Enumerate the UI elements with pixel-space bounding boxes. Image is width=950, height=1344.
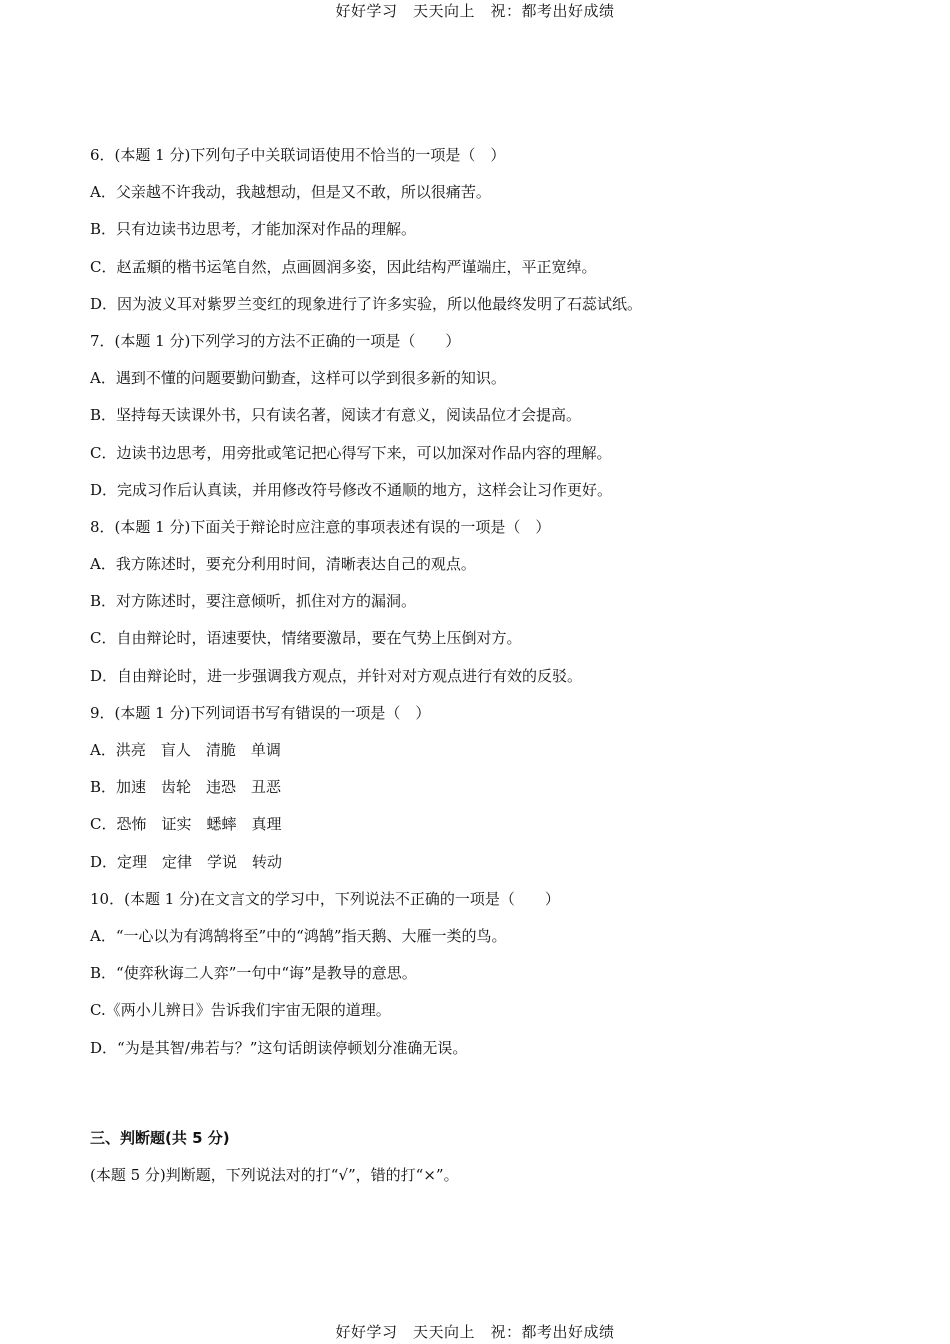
question-8	[90, 516, 890, 687]
option-d: D．因为波义耳对紫罗兰变红的现象进行了许多实验，所以他最终发明了石蕊试纸。	[90, 294, 643, 313]
questions-list	[90, 144, 890, 1074]
option-c: C．赵孟頫的楷书运笔自然，点画圆润多姿，因此结构严谨端庄，平正宽绰。	[90, 257, 597, 276]
question-10	[90, 888, 890, 1059]
option-b: B．坚持每天读课外书，只有读名著，阅读才有意义，阅读品位才会提高。	[90, 406, 582, 425]
option-c: C．边读书边思考，用旁批或笔记把心得写下来，可以加深对作品内容的理解。	[90, 443, 612, 462]
option-d: D．“为是其智/弗若与？”这句话朗读停顿划分准确无误。	[90, 1038, 468, 1057]
option-d: D．定理 定律 学说 转动	[90, 852, 283, 871]
option-c: C.《两小儿辨日》告诉我们宇宙无限的道理。	[90, 1001, 391, 1020]
option-d: D．完成习作后认真读，并用修改符号修改不通顺的地方，这样会让习作更好。	[90, 480, 613, 499]
option-a: A．父亲越不许我动，我越想动，但是又不敢，所以很痛苦。	[90, 183, 491, 202]
page-footer: 好好学习 天天向上 祝：都考出好成绩	[335, 1323, 615, 1341]
option-b: B．对方陈述时，要注意倾听，抓住对方的漏洞。	[90, 592, 417, 611]
question-7	[90, 330, 890, 501]
section-title-judgement: 三、判断题(共 5 分)	[90, 1129, 230, 1147]
question-stem: 9．(本题 1 分)下列词语书写有错误的一项是（ ）	[90, 703, 431, 722]
option-a: A．洪亮 盲人 清脆 单调	[90, 741, 281, 759]
option-b: B．加速 齿轮 违恐 丑恶	[90, 778, 282, 797]
option-a: A．我方陈述时，要充分利用时间，清晰表达自己的观点。	[90, 555, 476, 574]
option-c: C．自由辩论时，语速要快，情绪要激昂，要在气势上压倒对方。	[90, 629, 522, 648]
option-d: D．自由辩论时，进一步强调我方观点，并针对对方观点进行有效的反驳。	[90, 666, 583, 685]
option-b: B．只有边读书边思考，才能加深对作品的理解。	[90, 220, 417, 239]
option-c: C．恐怖 证实 蟋蟀 真理	[90, 815, 282, 834]
question-6	[90, 144, 890, 315]
question-stem: 7．(本题 1 分)下列学习的方法不正确的一项是（ ）	[90, 331, 461, 350]
question-stem: 10．(本题 1 分)在文言文的学习中，下列说法不正确的一项是（ ）	[90, 889, 560, 908]
question-stem: 6．(本题 1 分)下列句子中关联词语使用不恰当的一项是（ ）	[90, 146, 506, 164]
page-header: 好好学习 天天向上 祝：都考出好成绩	[335, 2, 615, 20]
question-stem: 8．(本题 1 分)下面关于辩论时应注意的事项表述有误的一项是（ ）	[90, 517, 551, 536]
option-b: B．“使弈秋诲二人弈”一句中“诲”是教导的意思。	[90, 964, 417, 983]
option-a: A．遇到不懂的问题要勤问勤查，这样可以学到很多新的知识。	[90, 369, 506, 388]
option-a: A．“一心以为有鸿鹄将至”中的“鸿鹄”指天鹅、大雁一类的鸟。	[90, 926, 507, 945]
question-9	[90, 702, 890, 873]
judgement-instructions: (本题 5 分)判断题，下列说法对的打“√”，错的打“×”。	[90, 1166, 459, 1184]
